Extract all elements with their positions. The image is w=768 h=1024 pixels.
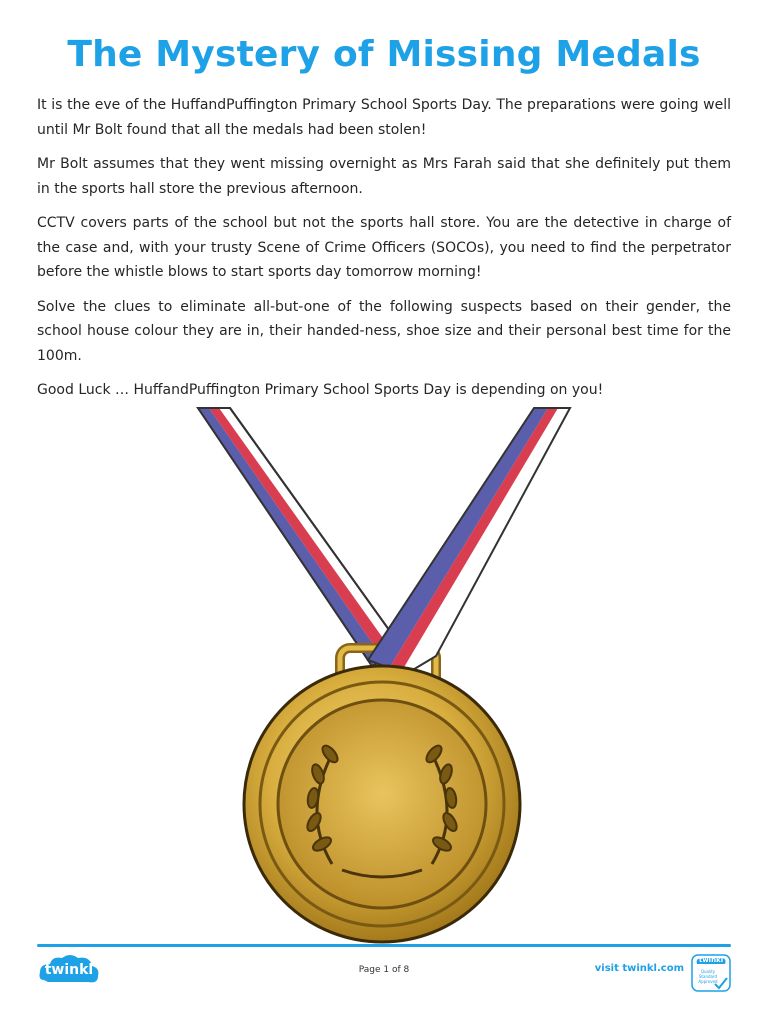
ribbon-right xyxy=(368,408,570,674)
paragraph: It is the eve of the HuffandPuffington Primary School Sports Day. The preparations were going well until Mr Bolt found that all the medals had been stolen! xyxy=(37,97,731,138)
page-number: Page 1 of 8 xyxy=(358,965,410,975)
logo-text: twinkl xyxy=(44,962,94,978)
intro-text xyxy=(37,93,731,413)
ribbon-left xyxy=(198,408,402,666)
paragraph: CCTV covers parts of the school but not the sports hall store. You are the detective in charge of the case and, with your trusty Scene of Crime Officers (SOCOs), you need to find the perpetrator before the whistle blows to start sports day tomorrow morning! xyxy=(37,215,731,280)
paragraph: Good Luck … HuffandPuffington Primary School Sports Day is depending on you! xyxy=(37,382,604,398)
paragraph: Solve the clues to eliminate all-but-one of the following suspects based on their gender, the school house colour they are in, their handed-ness, shoe size and their personal best time for the 100m. xyxy=(37,298,731,364)
page-title: The Mystery of Missing Medals xyxy=(67,34,701,75)
badge-text: Quality Standard Approved xyxy=(698,969,718,984)
visit-link[interactable]: visit twinkl.com xyxy=(594,963,684,974)
gold-medal-icon xyxy=(192,404,578,946)
badge-name: twinkl xyxy=(698,956,724,964)
footer-divider xyxy=(37,944,731,947)
paragraph: Mr Bolt assumes that they went missing overnight as Mrs Farah said that she definitely put them in the sports hall store the previous afternoon. xyxy=(37,156,731,197)
